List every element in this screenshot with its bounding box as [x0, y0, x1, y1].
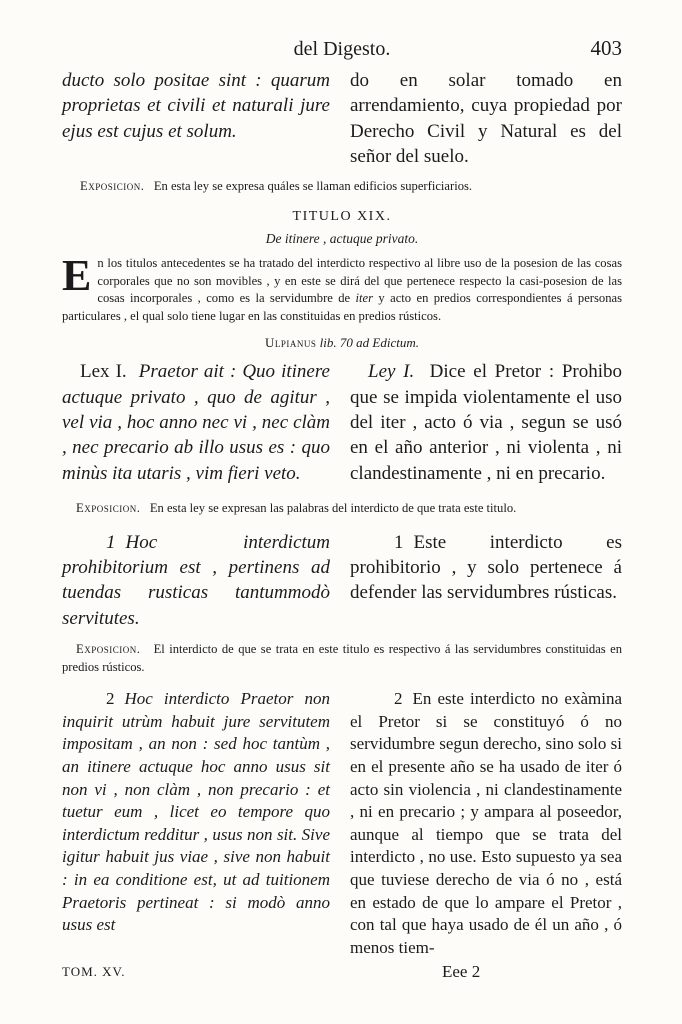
- lex-1: [62, 359, 622, 486]
- exposicion-1: [62, 178, 622, 196]
- title-heading: TITULO XIX.: [292, 209, 392, 225]
- section-2-spanish-text: En este interdicto no exàmina el Pretor si se constituyó ó no servidumbre segun derecho, sino solo si en el presente año se ha usado de iter ó acto sin violencia , ni clandestinamente , ni en precario ; y ampara al poseedor, aunque al tiempo que se trata del interdicto , no use. Esto supuesto ya sea que tuviese derecho de via ó no , está en estado de que lo ampare el Pretor , con tal que haya usado de él un año , ó menos tiem-: [350, 689, 622, 957]
- exposicion-text: En esta ley se expresa quáles se llaman edificios superficiarios.: [153, 178, 473, 193]
- section-1-spanish-text: Este interdicto es prohibitorio , y solo pertenece á defender las servidumbres rústicas.: [350, 531, 622, 604]
- section-1-latin: [62, 530, 330, 632]
- lex-1-latin: [62, 359, 330, 486]
- intro-text-2: y acto en predios correspondientes á personas particulares , el qual solo tiene lugar en las constituidas en predios rústicos.: [62, 291, 622, 323]
- exposicion-text: El interdicto de que se trata en este titulo es respectivo á las servidumbres constituidas en predios rústicos.: [62, 642, 622, 674]
- section-1-spanish: [350, 530, 622, 632]
- signature-mark: Eee 2: [442, 962, 481, 981]
- source-line: [62, 335, 622, 351]
- section-2-spanish: [350, 688, 622, 959]
- source-author: Ulpianus: [265, 335, 317, 351]
- section-number: 1: [106, 531, 116, 553]
- intro-text-1: n los titulos antecedentes se ha tratado del interdicto respectivo al libre uso de la posesion de las cosas corporales que no son movibles , y en este se dirá del que pertenece respecto la casi-posesion de las cosas incorporales , como es la servidumbre de: [97, 256, 622, 306]
- exposicion-text: En esta ley se expresan las palabras del interdicto de que trata este titulo.: [149, 501, 517, 516]
- section-2: [62, 688, 622, 959]
- page-header: [62, 34, 622, 68]
- section-number: 2: [394, 689, 403, 709]
- section-2-latin: [62, 688, 330, 959]
- exposicion-3: [62, 641, 622, 676]
- lex-1-latin-text: Praetor ait : Quo itinere actuque privato , quo de agitur , vel via , hoc anno nec vi , nec clàm , nec precario ab illo usus es : quo minùs ita utaris , vim fieri veto.: [62, 361, 330, 484]
- title-subtitle: De itinere , actuque privato.: [265, 231, 419, 247]
- top-block: [62, 68, 622, 170]
- page-number: 403: [590, 36, 622, 60]
- spanish-column: do en solar tomado en arrendamiento, cuya propiedad por Derecho Civil y Natural es del señor del suelo.: [350, 70, 622, 168]
- exposicion-label: Exposicion.: [80, 178, 145, 193]
- lex-1-spanish-label: Ley I.: [368, 361, 415, 383]
- intro-text-iter: iter: [355, 291, 374, 306]
- latin-column: ducto solo positae sint : quarum proprietas et civili et naturali jure ejus est cujus et solum.: [62, 70, 330, 142]
- section-number: 1: [394, 531, 404, 553]
- lex-1-latin-label: Lex I.: [80, 361, 127, 383]
- lex-1-spanish: [350, 359, 622, 486]
- exposicion-label: Exposicion.: [76, 642, 141, 657]
- exposicion-2: [62, 500, 622, 518]
- page-footer: [62, 962, 622, 982]
- running-title: del Digesto.: [293, 38, 391, 60]
- lex-1-spanish-text: Dice el Pretor : Prohibo que se impida violentamente el uso del iter , acto ó via , segun se usó en el año anterior , ni violenta , ni clandestinamente , ni en precario.: [350, 361, 623, 484]
- intro-paragraph: [62, 251, 622, 325]
- section-1: [62, 530, 622, 632]
- section-2-latin-text: Hoc interdicto Praetor non inquirit utrùm habuit jure servitutem impositam , an non : sed hoc tantùm , an itinere actuque hoc anno usus sit non vi , non clàm , non precario : et tuetur eum , licet eo tempore quo interdictum redditur , usus non sit. Sive igitur habuit jus viae , sive non habuit : in ea conditione est, ut ad tuitionem Praetoris pertineat : si modò anno usus est: [62, 689, 330, 935]
- section-1-latin-text: Hoc interdictum prohibitorium est , pertinens ad tuendas rusticas tantummodò servitutes.: [62, 531, 330, 629]
- exposicion-label: Exposicion.: [76, 501, 141, 516]
- section-number: 2: [106, 689, 115, 709]
- drop-cap: E: [62, 251, 92, 301]
- volume-mark: TOM. XV.: [62, 964, 126, 979]
- book-page: [62, 34, 623, 981]
- source-work: lib. 70 ad Edictum.: [319, 335, 419, 351]
